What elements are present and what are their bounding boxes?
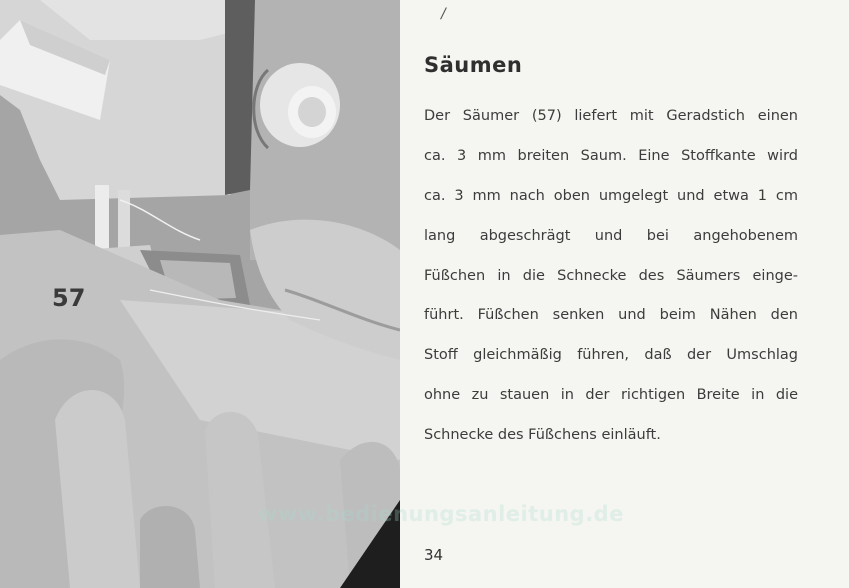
body-line: ca. 3 mm breiten Saum. Eine Stoffkante wird bbox=[424, 147, 798, 164]
body-line: lang abgeschrägt und bei angehobenem bbox=[424, 227, 798, 244]
page-number: 34 bbox=[424, 546, 444, 564]
body-line: Füßchen in die Schnecke des Säumers einge- bbox=[424, 267, 798, 284]
body-line: ca. 3 mm nach oben umgelegt und etwa 1 cm bbox=[424, 187, 798, 204]
body-text bbox=[424, 105, 798, 464]
figure-label: 57 bbox=[52, 284, 86, 312]
section-title: Säumen bbox=[424, 53, 523, 77]
body-line: Stoff gleichmäßig führen, daß der Umschlag bbox=[424, 347, 798, 364]
body-line: ohne zu stauen in der richtigen Breite in die bbox=[424, 387, 798, 404]
sewing-machine-hemmer-photo bbox=[0, 0, 400, 588]
body-line: Schnecke des Füßchens einläuft. bbox=[424, 427, 661, 444]
body-line: führt. Füßchen senken und beim Nähen den bbox=[424, 307, 798, 324]
watermark: www.bedienungsanleitung.de bbox=[258, 502, 624, 526]
body-line: Der Säumer (57) liefert mit Geradstich einen bbox=[424, 108, 798, 124]
corner-mark: / bbox=[441, 6, 446, 22]
